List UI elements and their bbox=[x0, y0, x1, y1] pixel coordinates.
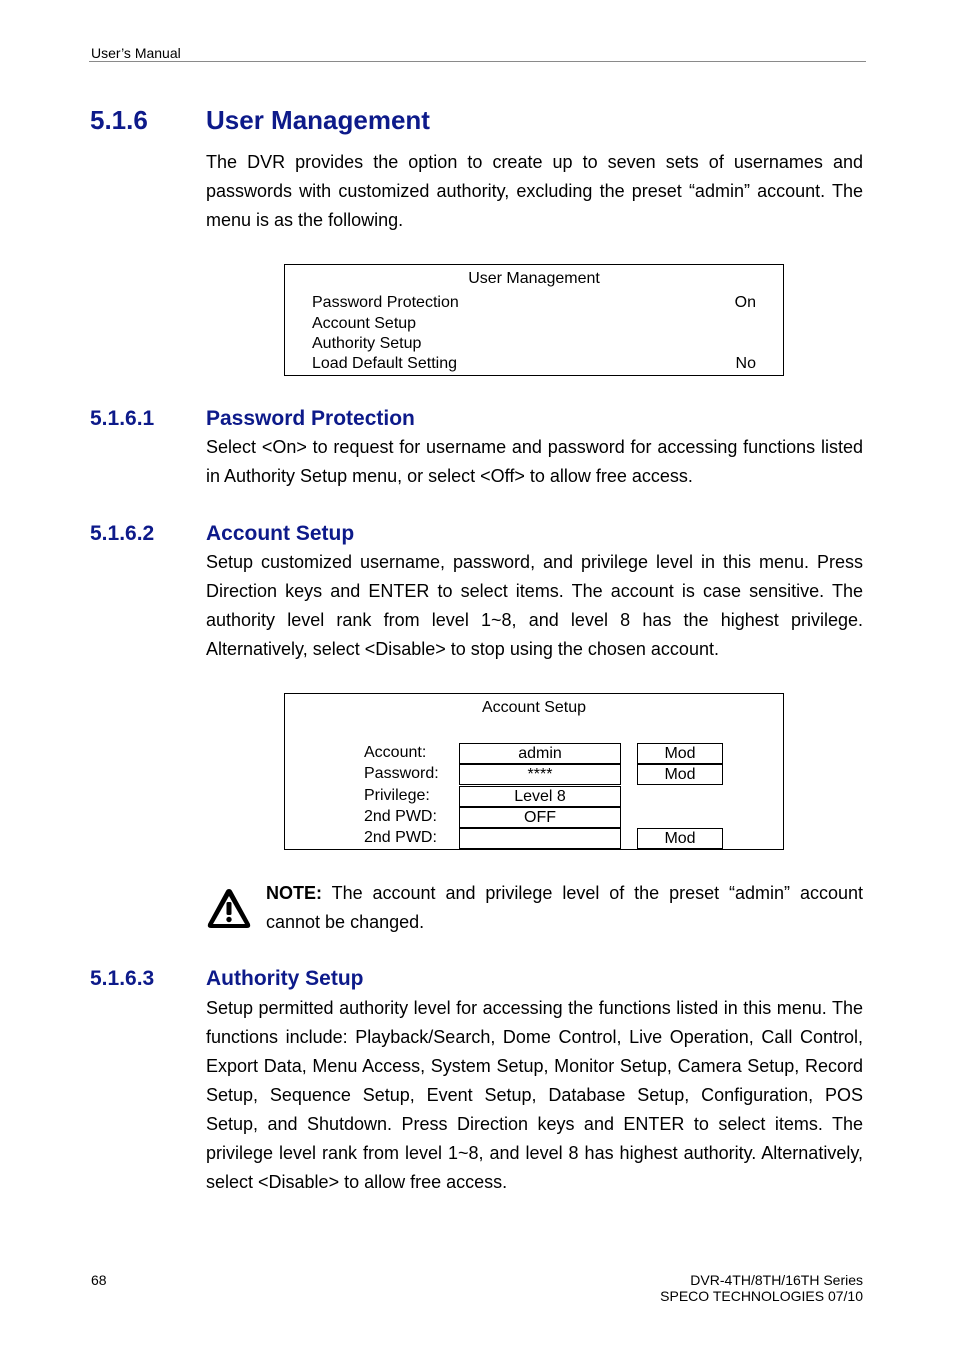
menu-title: User Management bbox=[468, 270, 600, 287]
account-mod-button[interactable]: Mod bbox=[637, 743, 723, 764]
password-mod-button[interactable]: Mod bbox=[637, 764, 723, 785]
second-pwd-mod-button[interactable]: Mod bbox=[637, 828, 723, 849]
menu-item-password-protection[interactable]: Password Protection bbox=[312, 294, 459, 311]
subsection-title: Authority Setup bbox=[206, 967, 364, 990]
footer-product: DVR-4TH/8TH/16TH Series bbox=[690, 1272, 863, 1288]
account-field[interactable]: admin bbox=[459, 743, 621, 764]
password-field[interactable]: **** bbox=[459, 764, 621, 785]
footer-company: SPECO TECHNOLOGIES 07/10 bbox=[660, 1288, 863, 1304]
subsection-body: Select <On> to request for username and password for accessing functions listed in Authority Setup menu, or select <Off> to allow free access. bbox=[206, 437, 863, 486]
second-pwd-label: 2nd PWD: bbox=[364, 808, 437, 825]
subsection-number: 5.1.6.2 bbox=[90, 522, 155, 545]
warning-icon bbox=[205, 886, 253, 932]
menu-value-password-protection[interactable]: On bbox=[734, 294, 756, 311]
user-management-menu bbox=[284, 264, 784, 376]
menu-item-account-setup[interactable]: Account Setup bbox=[312, 315, 417, 332]
menu-item-authority-setup[interactable]: Authority Setup bbox=[312, 335, 422, 352]
subsection-body: Setup permitted authority level for accessing the functions listed in this menu. The functions include: Playback/Search, Dome Control, Live Operation, Call Control, Export Data, Menu Access, System Setup, Monitor Setup, Camera Setup, Record Setup, Sequence Setup, Event Setup, Database Setup, Configuration, POS Setup, and Shutdown. Press Direction keys and ENTER to select items. The privilege level rank from level 1~8, and level 8 has highest authority. Alternatively, select <Disable> to allow free access. bbox=[206, 998, 863, 1192]
privilege-field[interactable]: Level 8 bbox=[459, 786, 621, 807]
running-header: User’s Manual bbox=[91, 45, 181, 61]
privilege-label: Privilege: bbox=[364, 787, 430, 804]
second-pwd-label: 2nd PWD: bbox=[364, 829, 437, 846]
subsection-number: 5.1.6.1 bbox=[90, 407, 155, 430]
subsection-body: Setup customized username, password, and privilege level in this menu. Press Direction keys and ENTER to select items. The account is case sensitive. The authority level rank from level 1~8, and level 8 has the highest privilege. Alternatively, select <Disable> to stop using the chosen account. bbox=[206, 552, 863, 659]
account-setup-menu bbox=[284, 693, 784, 850]
subsection-title: Account Setup bbox=[206, 522, 355, 545]
menu-title: Account Setup bbox=[481, 699, 587, 716]
subsection-title: Password Protection bbox=[206, 407, 415, 430]
note-label: NOTE: bbox=[266, 883, 322, 903]
second-pwd-toggle[interactable]: OFF bbox=[459, 807, 621, 828]
password-label: Password: bbox=[364, 765, 439, 782]
header-rule bbox=[89, 61, 866, 62]
menu-value-load-default-setting[interactable]: No bbox=[735, 355, 756, 372]
menu-item-load-default-setting[interactable]: Load Default Setting bbox=[312, 355, 457, 372]
note-body: The account and privilege level of the preset “admin” account cannot be changed. bbox=[266, 883, 863, 932]
note-text bbox=[266, 879, 863, 937]
section-number: 5.1.6 bbox=[90, 105, 148, 135]
second-pwd-field[interactable] bbox=[459, 828, 621, 849]
page-number: 68 bbox=[91, 1272, 107, 1288]
section-intro: The DVR provides the option to create up to seven sets of usernames and passwords with customized authority, excluding the preset “admin” account. The menu is as the following. bbox=[206, 152, 863, 230]
section-title: User Management bbox=[206, 105, 430, 135]
subsection-number: 5.1.6.3 bbox=[90, 967, 155, 990]
account-label: Account: bbox=[364, 744, 427, 761]
